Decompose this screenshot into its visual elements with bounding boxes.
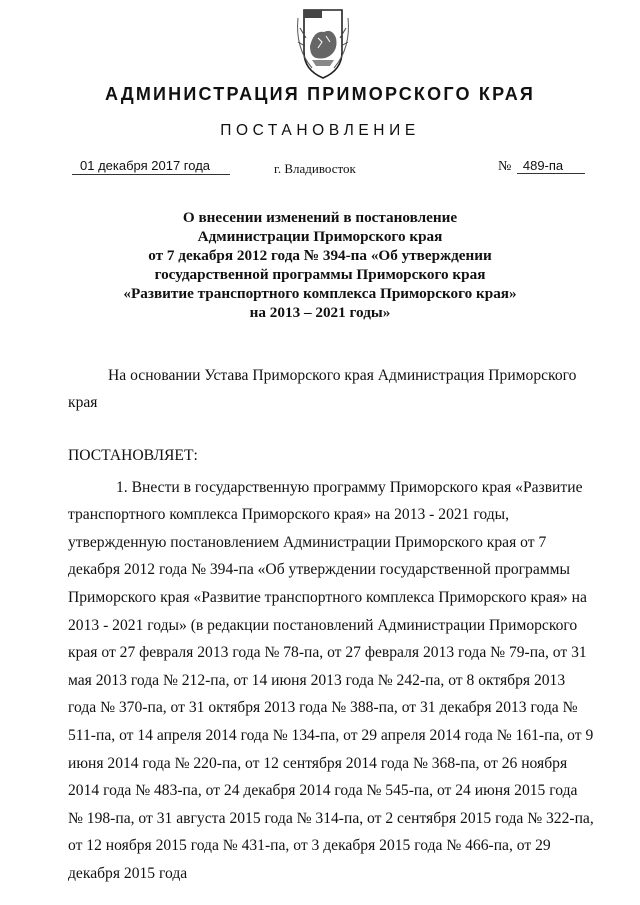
organization-name: АДМИНИСТРАЦИЯ ПРИМОРСКОГО КРАЯ [104,84,536,104]
document-number [498,158,585,175]
document-type: ПОСТАНОВЛЕНИЕ [220,122,420,139]
item-1-paragraph: 1. Внести в государственную программу Приморского края «Развитие транспортного комплекса Приморского края» на 2013 - 2021 годы, утвержденную постановлением Администрации Приморского края от 7 декабря 2012 года № 394-па «Об утверждении государственной программы Приморского края «Развитие транспортного комплекса Приморского края» на 2013 - 2021 годы» (в редакции постановлений Администрации Приморского края от 27 февраля 2013 года № 78-па, от 27 февраля 2013 года № 79-па, от 31 мая 2013 года № 212-па, от 14 июня 2013 года № 242-па, от 8 октября 2013 года № 370-па, от 31 октября 2013 года № 388-па, от 31 декабря 2013 года № 511-па, от 14 апреля 2014 года № 134-па, от 29 апреля 2014 года № 161-па, от 9 июня 2014 года № 220-па, от 12 сентября 2014 года № 368-па, от 26 ноября 2014 года № 483-па, от 24 декабря 2014 года № 545-па, от 24 июня 2015 года № 198-па, от 31 августа 2015 года № 314-па, от 2 сентября 2015 года № 322-па, от 12 ноября 2015 года № 431-па, от 3 декабря 2015 года № 466-па, от 29 декабря 2015 года [68,478,594,882]
title-line: от 7 декабря 2012 года № 394-па «Об утверждении [148,247,492,264]
number-value: 489-па [517,158,585,174]
title-line: «Развитие транспортного комплекса Приморского края» [123,285,517,302]
title-line: государственной программы Приморского края [154,266,486,283]
document-title [0,208,640,322]
basis-paragraph: На основании Устава Приморского края Администрация Приморского края [68,366,577,412]
title-line: О внесении изменений в постановление [182,209,458,226]
document-city: г. Владивосток [274,161,356,176]
title-line: на 2013 – 2021 годы» [249,304,391,321]
resolves-heading: ПОСТАНОВЛЯЕТ: [68,446,198,464]
document-date: 01 декабря 2017 года [72,158,230,175]
coat-of-arms-icon [292,8,354,80]
title-line: Администрации Приморского края [197,228,443,245]
number-label: № [498,159,512,174]
